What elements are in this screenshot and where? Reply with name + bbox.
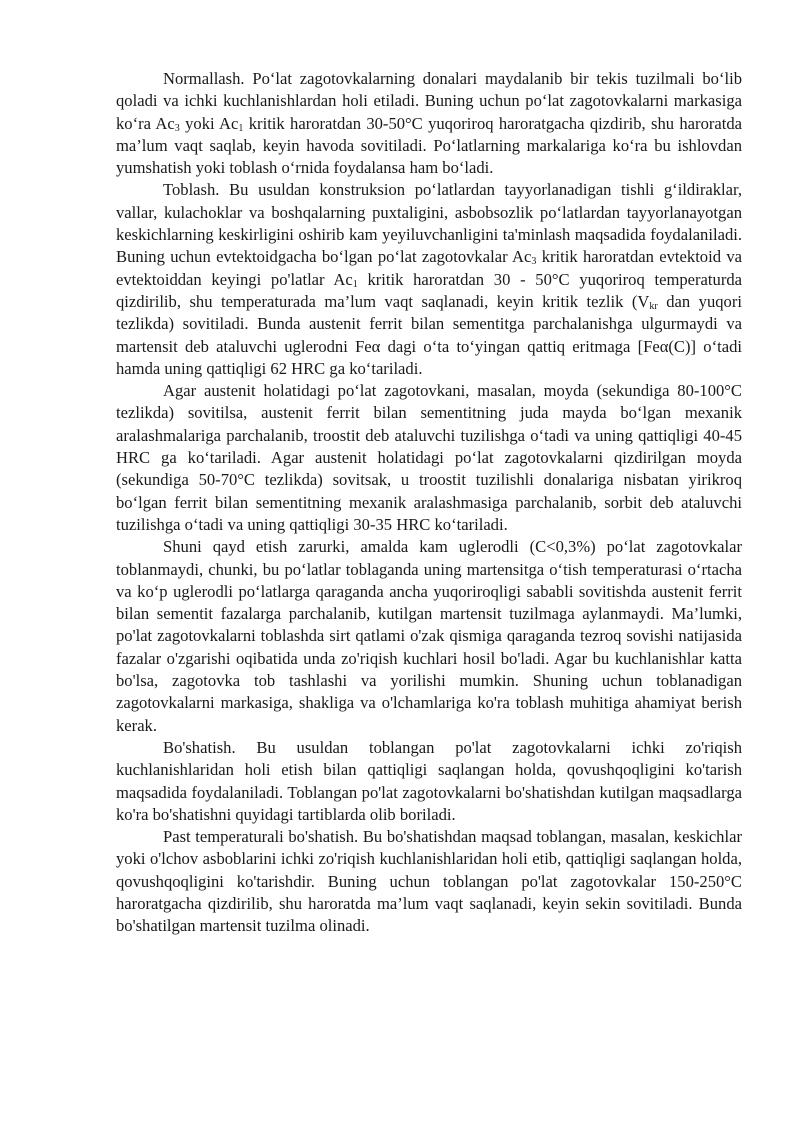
- paragraph-text: kritik haroratdan evtektoid va evtektoiddan keyingi po'latlar Ac: [116, 247, 743, 289]
- paragraph-text: Normallash. Po‘lat zagotovkalarning donalari maydalanib bir tekis tuzilmali bo‘lib qoladi va ichki kuchlanishlardan holi etiladi. Buning uchun po‘lat zagotovkalarni markasiga ko‘ra Ac: [116, 69, 742, 133]
- paragraph-text: Toblash. Bu usuldan konstruksion po‘latlardan tayyorlanadigan tishli g‘ildiraklar, vallar, kulachoklar va boshqalarning puxtaligini, asbobsozlik po‘latlardan tayyorlanayotgan keskichlarning keskirligini oshirib kam yeyiluvchanligini ta'minlash maqsadida foydalaniladi. Buning uchun evtektoidgacha bo‘lgan po‘lat zagotovkalar Ac: [116, 180, 742, 267]
- subscript-text: 3: [174, 122, 180, 134]
- subscript-text: 1: [238, 122, 244, 134]
- paragraph-text: Agar austenit holatidagi po‘lat zagotovkani, masalan, moyda (sekundiga 80-100°C tezlikda) sovitilsa, austenit ferrit bilan sementitning juda mayda bo‘lgan mexanik aralashmalariga parchalanib, troostit deb ataluvchi tuzilishga o‘tadi va uning qattiqligi 40-45 HRC ga ko‘tariladi. Agar austenit holatidagi po‘lat zagotovkalarni qizdirilgan moyda (sekundiga 50-70°C tezlikda) sovitsak, u troostit tuzilishli donalariga nisbatan yirikroq bo‘lgan ferrit bilan sementitning mexanik aralashmasiga parchalanib, sorbit deb ataluvchi tuzilishga o‘tadi va uning qattiqligi 30-35 HRC ko‘tariladi.: [116, 381, 742, 534]
- paragraph-boshatish: [116, 737, 742, 826]
- paragraph-text: kritik haroratdan 30 - 50°C yuqoriroq temperaturda qizdirilib, shu temperaturada ma’lum vaqt saqlanadi, keyin kritik tezlik (V: [116, 269, 743, 311]
- paragraph-text: Bo'shatish. Bu usuldan toblangan po'lat zagotovkalarni ichki zo'riqish kuchlanishlaridan holi etish bilan qattiqligi saqlangan holda, qovushqoqligini ko'tarish maqsadida foydalaniladi. Toblangan po'lat zagotovkalarni bo'shatishdan kutilgan maqsadlarga ko'ra bo'shatishni quyidagi tartiblarda olib boriladi.: [116, 737, 742, 824]
- paragraph-toblash: [116, 179, 742, 380]
- document-page: [116, 68, 742, 938]
- paragraph-text: yoki Ac: [179, 113, 239, 133]
- paragraph-kam-uglerodli: [116, 536, 742, 737]
- paragraph-normallash: [116, 68, 742, 179]
- subscript-text: 1: [352, 278, 358, 290]
- paragraph-text: kritik haroratdan 30-50°C yuqoriroq haroratgacha qizdirib, shu haroratda ma’lum vaqt saqlab, keyin havoda sovitiladi. Po‘latlarning markalariga ko‘ra bu ishlovdan yumshatish yoki toblash o‘rnida foydalansa ham bo‘ladi.: [116, 113, 743, 178]
- subscript-text: 3: [531, 256, 537, 268]
- paragraph-austenit-moyda: [116, 380, 742, 536]
- subscript-text: kr: [649, 300, 658, 312]
- paragraph-text: Past temperaturali bo'shatish. Bu bo'shatishdan maqsad toblangan, masalan, keskichlar yoki o'lchov asboblarini ichki zo'riqish kuchlanishlaridan holi etib, qattiqligi saqlangan holda, qovushqoqligini ko'tarishdir. Buning uchun toblangan po'lat zagotovkalar 150-250°C haroratgacha qizdirilib, shu haroratda ma’lum vaqt saqlanadi, keyin sekin sovitiladi. Bunda bo'shatilgan martensit tuzilma olinadi.: [116, 827, 742, 936]
- paragraph-past-temperaturali: [116, 826, 742, 937]
- paragraph-text: dan yuqori tezlikda) sovitiladi. Bunda austenit ferrit bilan sementitga parchalanishga ulgurmaydi va martensit deb ataluvchi uglerodni Feα dagi o‘ta to‘yingan qattiq eritmaga [Feα(C)] o‘tadi hamda uning qattiqligi 62 HRC ga ko‘tariladi.: [116, 291, 742, 378]
- paragraph-text: Shuni qayd etish zarurki, amalda kam uglerodli (C<0,3%) po‘lat zagotovkalar toblanmaydi, chunki, bu po‘latlar toblaganda uning martensitga o‘tish temperaturasi o‘rtacha va ko‘p uglerodli po‘latlarga qaraganda ancha yuqoriroqligi sababli sovitishda austenit ferrit bilan sementit fazalarga parchalanib, kutilgan martensit tuzilmaga aylanmaydi. Ma’lumki, po'lat zagotovkalarni toblashda sirt qatlami o'zak qismiga qaraganda tezroq sovishi natijasida fazalar o'zgarishi oqibatida unda zo'riqish kuchlari hosil bo'ladi. Agar bu kuchlanishlar katta bo'lsa, zagotovka tob tashlashi va yorilishi mumkin. Shuning uchun toblanadigan zagotovkalarni markasiga, shakliga va o'lchamlariga ko'ra toblash muhitiga ahamiyat berish kerak.: [116, 537, 742, 735]
